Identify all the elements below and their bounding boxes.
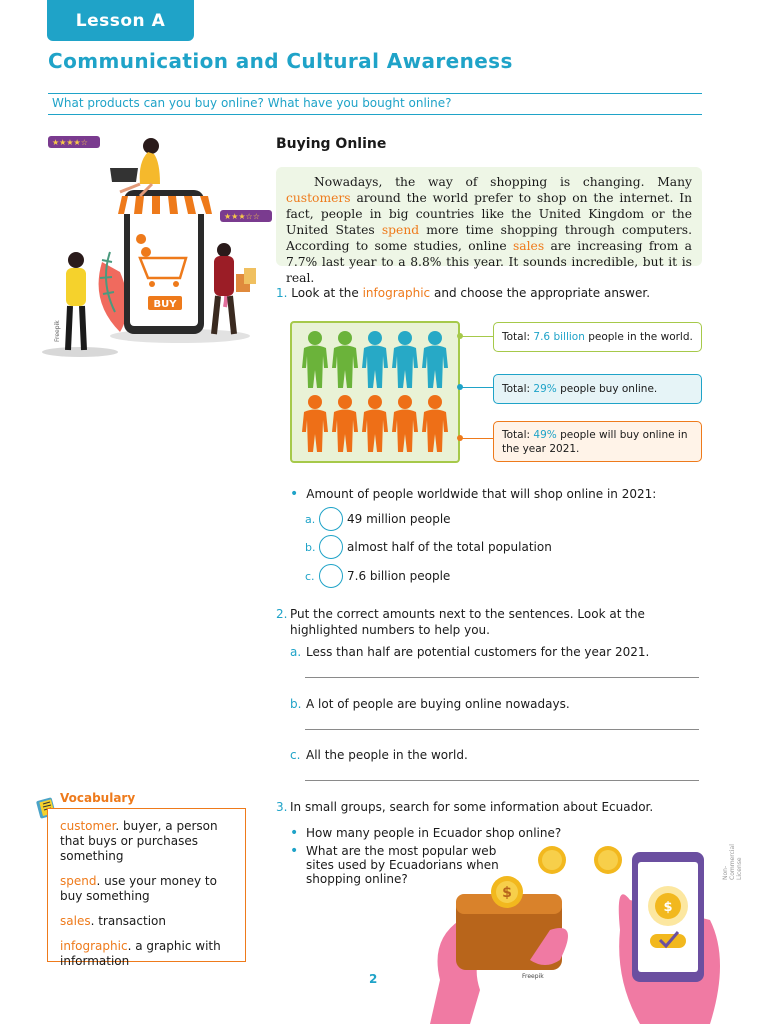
vocabulary-title: Vocabulary (60, 791, 136, 805)
question-3-bullet: • How many people in Ecuador shop online? (290, 825, 562, 841)
choice-a-radio[interactable] (319, 507, 343, 531)
license-note: Non-Commercial License (722, 844, 743, 880)
vocab-entry-spend: spend. use your money to buy something (60, 874, 217, 903)
connector-total (460, 336, 494, 337)
connector-dot (457, 435, 463, 441)
keyword-spend: spend (381, 223, 420, 237)
question-2-item-c: c. All the people in the world. (290, 748, 468, 762)
vocabulary-box (47, 808, 246, 968)
question-2: 2. Put the correct amounts next to the sentences. Look at the highlighted numbers to help you. (276, 607, 645, 637)
vocab-entry-customer: customer. buyer, a person that buys or purchases something (60, 819, 218, 863)
question-1-prompt: • Amount of people worldwide that will shop online in 2021: (290, 486, 657, 502)
connector-dot (457, 384, 463, 390)
choice-c[interactable]: c. 7.6 billion people (305, 564, 450, 588)
svg-text:$: $ (663, 900, 673, 915)
online-shopping-illustration (40, 132, 278, 360)
keyword-sales: sales (512, 239, 545, 253)
choice-b[interactable]: b. almost half of the total population (305, 535, 552, 559)
connector-future (460, 438, 494, 439)
person-icon (332, 331, 358, 388)
svg-text:★★★☆☆: ★★★☆☆ (224, 212, 260, 221)
question-2-item-b: b. A lot of people are buying online nowadays. (290, 697, 570, 711)
illustration-credit: Freepik (54, 320, 61, 342)
question-top-rule (48, 93, 702, 94)
keyword-customers: customers (286, 191, 351, 205)
wallet-credit: Freepik (522, 973, 544, 980)
question-3: 3. In small groups, search for some information about Ecuador. (276, 800, 654, 814)
question-bottom-rule (48, 114, 702, 115)
vocab-entry-sales: sales. transaction (60, 914, 166, 928)
svg-text:$: $ (502, 885, 512, 901)
person-icon (392, 331, 418, 388)
svg-text:★★★★☆: ★★★★☆ (52, 138, 88, 147)
person-icon (302, 331, 328, 388)
choice-a[interactable]: a. 49 million people (305, 507, 451, 531)
callout-buy-online: Total: 29% people buy online. (493, 374, 702, 404)
person-icon (362, 331, 388, 388)
person-icon (302, 395, 328, 452)
reading-title: Buying Online (276, 136, 387, 152)
person-icon (392, 395, 418, 452)
warmup-question: What products can you buy online? What have you bought online? (52, 96, 452, 110)
person-icon (422, 331, 448, 388)
bullet-icon: • (290, 825, 299, 841)
question-3-bullet: • What are the most popular web sites used by Ecuadorians when shopping online? (290, 843, 499, 886)
connector-online (460, 387, 494, 388)
reading-passage: Nowadays, the way of shopping is changing. Many customers around the world prefer to shop on the internet. In fact, people in big countries like the United Kingdom or the United States spend more time shopping through computers. According to some studies, online sales are increasing from a 7.7% last year to a 8.8% this year. It sounds incredible, but it is real. (276, 167, 702, 266)
person-icon (362, 395, 388, 452)
callout-buy-online-2021: Total: 49% people will buy online in the year 2021. (493, 421, 702, 462)
answer-line-a[interactable] (305, 677, 699, 678)
connector-dot (457, 333, 463, 339)
people-figures (300, 330, 452, 456)
answer-line-c[interactable] (305, 780, 699, 781)
callout-total-population: Total: 7.6 billion people in the world. (493, 322, 702, 352)
vocab-entry-infographic: infographic. a graphic with information (60, 939, 221, 968)
question-2-item-a: a. Less than half are potential customers for the year 2021. (290, 645, 650, 659)
choice-b-radio[interactable] (319, 535, 343, 559)
answer-line-b[interactable] (305, 729, 699, 730)
question-1: 1. Look at the infographic and choose the appropriate answer. (276, 286, 651, 300)
bullet-icon: • (290, 843, 299, 859)
page-number: 2 (369, 972, 378, 986)
person-icon (422, 395, 448, 452)
wallet-phone-illustration (430, 840, 742, 1024)
lesson-tab: Lesson A (47, 0, 194, 41)
person-icon (332, 395, 358, 452)
page-title: Communication and Cultural Awareness (48, 49, 513, 73)
infographic (290, 321, 460, 463)
choice-c-radio[interactable] (319, 564, 343, 588)
bullet-icon: • (290, 486, 299, 502)
buy-label: BUY (153, 299, 177, 310)
